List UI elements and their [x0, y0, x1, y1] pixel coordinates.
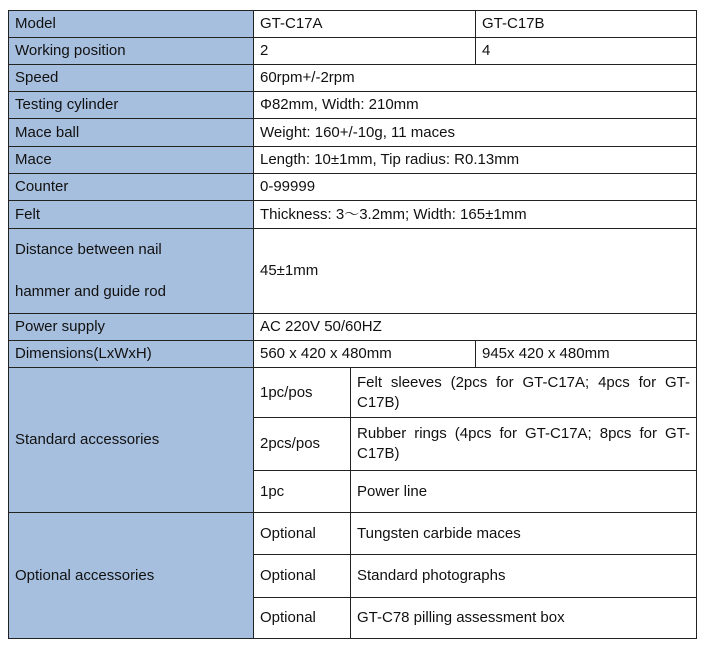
row-dimensions	[9, 341, 697, 368]
row-optional-1	[9, 513, 697, 555]
row-distance	[9, 229, 697, 314]
value-counter: 0-99999	[254, 174, 697, 201]
label-felt: Felt	[9, 201, 254, 229]
row-testing-cylinder	[9, 92, 697, 119]
value-mace-ball: Weight: 160+/-10g, 11 maces	[254, 119, 697, 147]
value-model-a: GT-C17A	[254, 11, 476, 38]
optional-qty: Optional	[254, 555, 351, 598]
standard-item: Felt sleeves (2pcs for GT-C17A; 4pcs for GT-C17B)	[351, 368, 697, 418]
spec-table	[8, 10, 697, 639]
label-dimensions: Dimensions(LxWxH)	[9, 341, 254, 368]
row-working-position	[9, 38, 697, 65]
optional-item: Standard photographs	[351, 555, 697, 598]
label-distance-line1: Distance between nail	[15, 241, 162, 258]
label-working-position: Working position	[9, 38, 254, 65]
standard-qty: 1pc	[254, 471, 351, 513]
value-testing-cylinder: Φ82mm, Width: 210mm	[254, 92, 697, 119]
standard-item: Power line	[351, 471, 697, 513]
standard-qty: 2pcs/pos	[254, 418, 351, 471]
value-dimensions-b: 945x 420 x 480mm	[476, 341, 697, 368]
standard-item: Rubber rings (4pcs for GT-C17A; 8pcs for GT-C17B)	[351, 418, 697, 471]
row-mace	[9, 147, 697, 174]
optional-item: Tungsten carbide maces	[351, 513, 697, 555]
row-mace-ball	[9, 119, 697, 147]
label-testing-cylinder: Testing cylinder	[9, 92, 254, 119]
label-power-supply: Power supply	[9, 314, 254, 341]
row-counter	[9, 174, 697, 201]
label-speed: Speed	[9, 65, 254, 92]
row-felt	[9, 201, 697, 229]
value-felt: Thickness: 3～3.2mm; Width: 165±1mm	[254, 201, 697, 229]
value-distance: 45±1mm	[254, 229, 697, 314]
label-mace-ball: Mace ball	[9, 119, 254, 147]
value-dimensions-a: 560 x 420 x 480mm	[254, 341, 476, 368]
value-working-position-b: 4	[476, 38, 697, 65]
label-standard-accessories: Standard accessories	[9, 368, 254, 513]
value-power-supply: AC 220V 50/60HZ	[254, 314, 697, 341]
optional-qty: Optional	[254, 513, 351, 555]
label-model: Model	[9, 11, 254, 38]
label-mace: Mace	[9, 147, 254, 174]
row-power-supply	[9, 314, 697, 341]
value-mace: Length: 10±1mm, Tip radius: R0.13mm	[254, 147, 697, 174]
optional-item: GT-C78 pilling assessment box	[351, 598, 697, 639]
row-model	[9, 11, 697, 38]
value-model-b: GT-C17B	[476, 11, 697, 38]
label-distance	[9, 229, 254, 314]
optional-qty: Optional	[254, 598, 351, 639]
row-speed	[9, 65, 697, 92]
label-counter: Counter	[9, 174, 254, 201]
label-distance-line2: hammer and guide rod	[15, 283, 166, 300]
standard-qty: 1pc/pos	[254, 368, 351, 418]
value-working-position-a: 2	[254, 38, 476, 65]
value-speed: 60rpm+/-2rpm	[254, 65, 697, 92]
row-standard-1	[9, 368, 697, 418]
label-optional-accessories: Optional accessories	[9, 513, 254, 639]
